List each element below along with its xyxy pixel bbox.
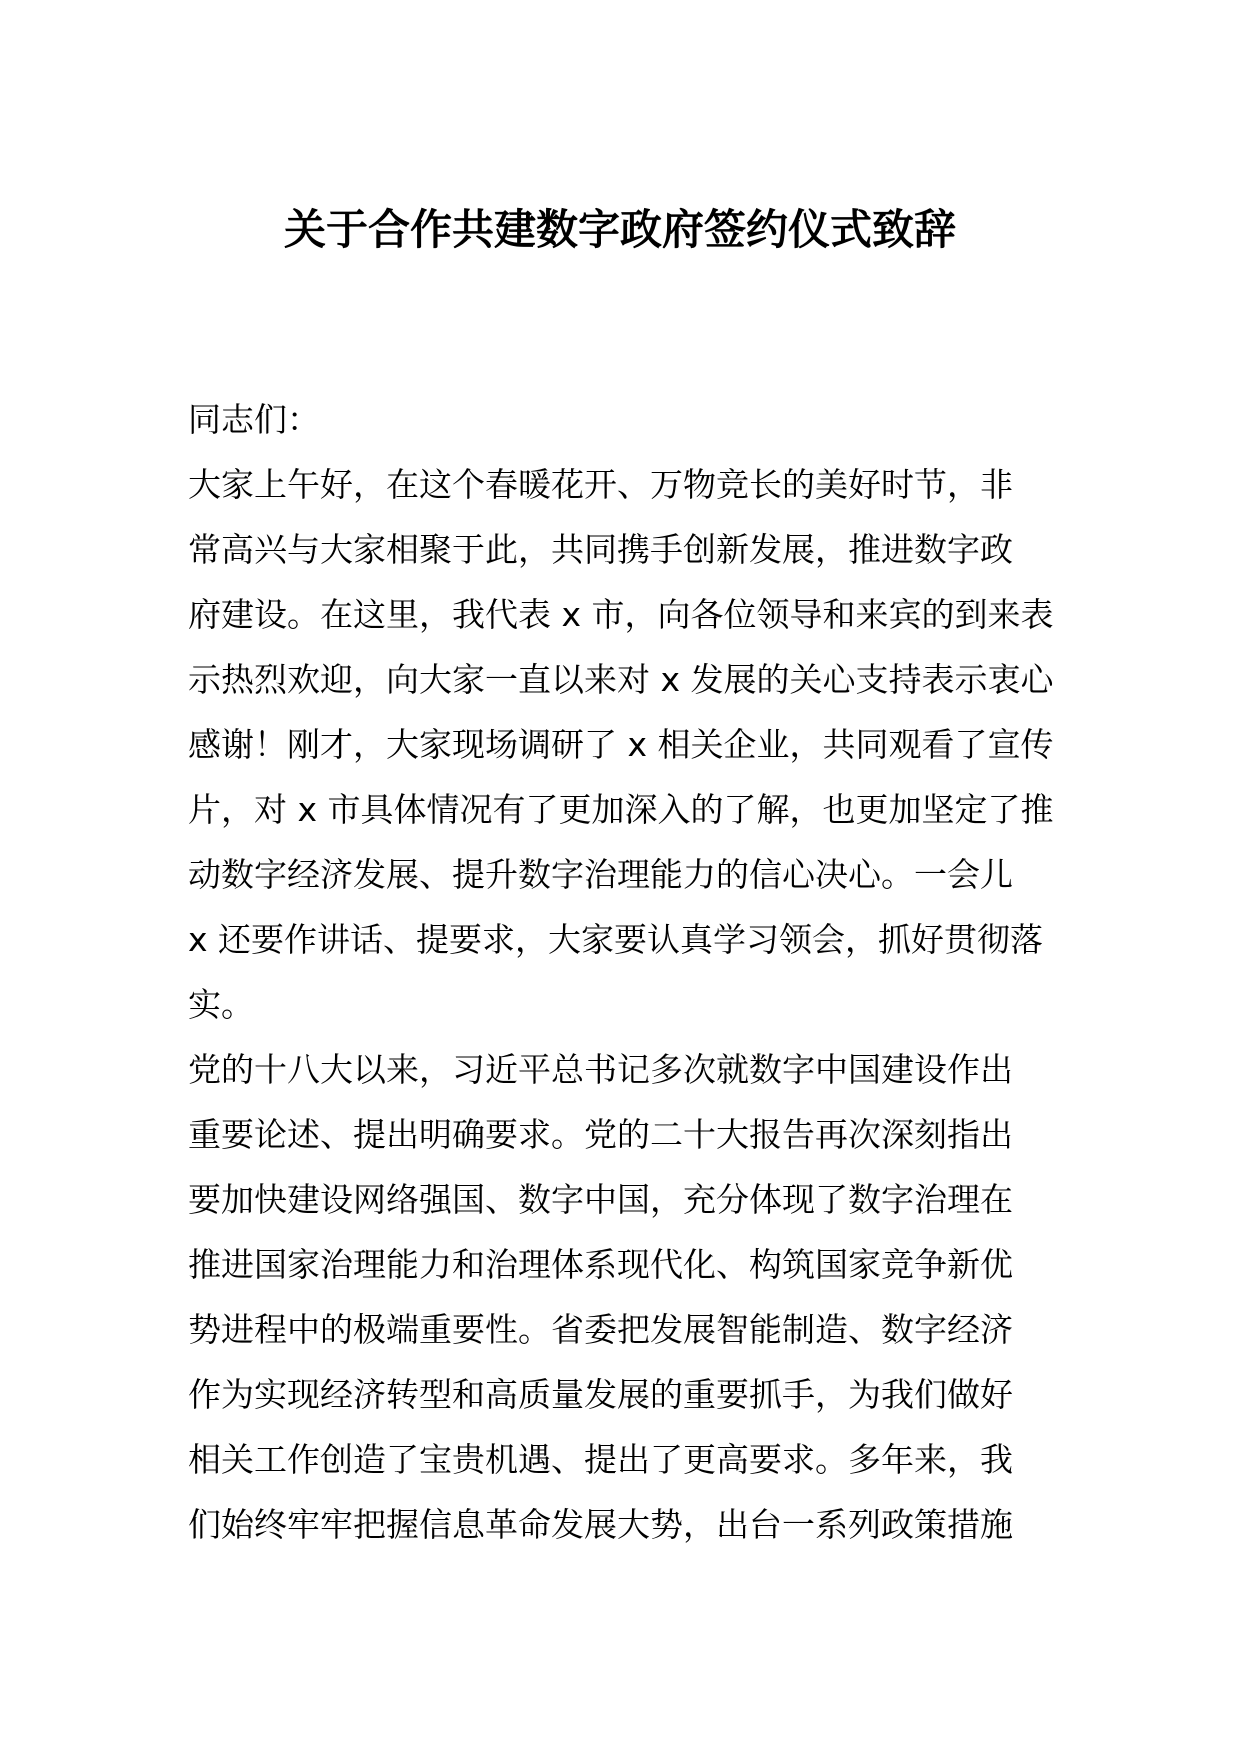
body-line: 感谢！刚才，大家现场调研了 x 相关企业，共同观看了宣传 [188, 725, 1054, 764]
document-title: 关于合作共建数字政府签约仪式致辞 [283, 205, 956, 254]
body-line: x 还要作讲话、提要求，大家要认真学习领会，抓好贯彻落 [188, 920, 1044, 959]
body-line: 推进国家治理能力和治理体系现代化、构筑国家竞争新优 [188, 1245, 1013, 1284]
body-line: 常高兴与大家相聚于此，共同携手创新发展，推进数字政 [188, 530, 1013, 569]
body-line: 片，对 x 市具体情况有了更加深入的了解，也更加坚定了推 [188, 790, 1054, 829]
body-line: 势进程中的极端重要性。省委把发展智能制造、数字经济 [188, 1310, 1013, 1349]
body-line: 要加快建设网络强国、数字中国，充分体现了数字治理在 [188, 1180, 1013, 1219]
body-line: 实。 [188, 985, 254, 1024]
body-line: 动数字经济发展、提升数字治理能力的信心决心。一会儿 [188, 855, 1013, 894]
salutation-line: 同志们： [188, 400, 320, 439]
body-line: 党的十八大以来，习近平总书记多次就数字中国建设作出 [188, 1050, 1013, 1089]
body-line: 相关工作创造了宝贵机遇、提出了更高要求。多年来，我 [188, 1440, 1013, 1479]
body-line: 府建设。在这里，我代表 x 市，向各位领导和来宾的到来表 [188, 595, 1054, 634]
body-line: 示热烈欢迎，向大家一直以来对 x 发展的关心支持表示衷心 [188, 660, 1054, 699]
body-line: 们始终牢牢把握信息革命发展大势，出台一系列政策措施 [188, 1505, 1013, 1544]
document-body [188, 387, 1068, 1557]
body-line: 重要论述、提出明确要求。党的二十大报告再次深刻指出 [188, 1115, 1013, 1154]
body-line: 作为实现经济转型和高质量发展的重要抓手，为我们做好 [188, 1375, 1013, 1414]
body-line: 大家上午好，在这个春暖花开、万物竞长的美好时节，非 [188, 465, 1013, 504]
